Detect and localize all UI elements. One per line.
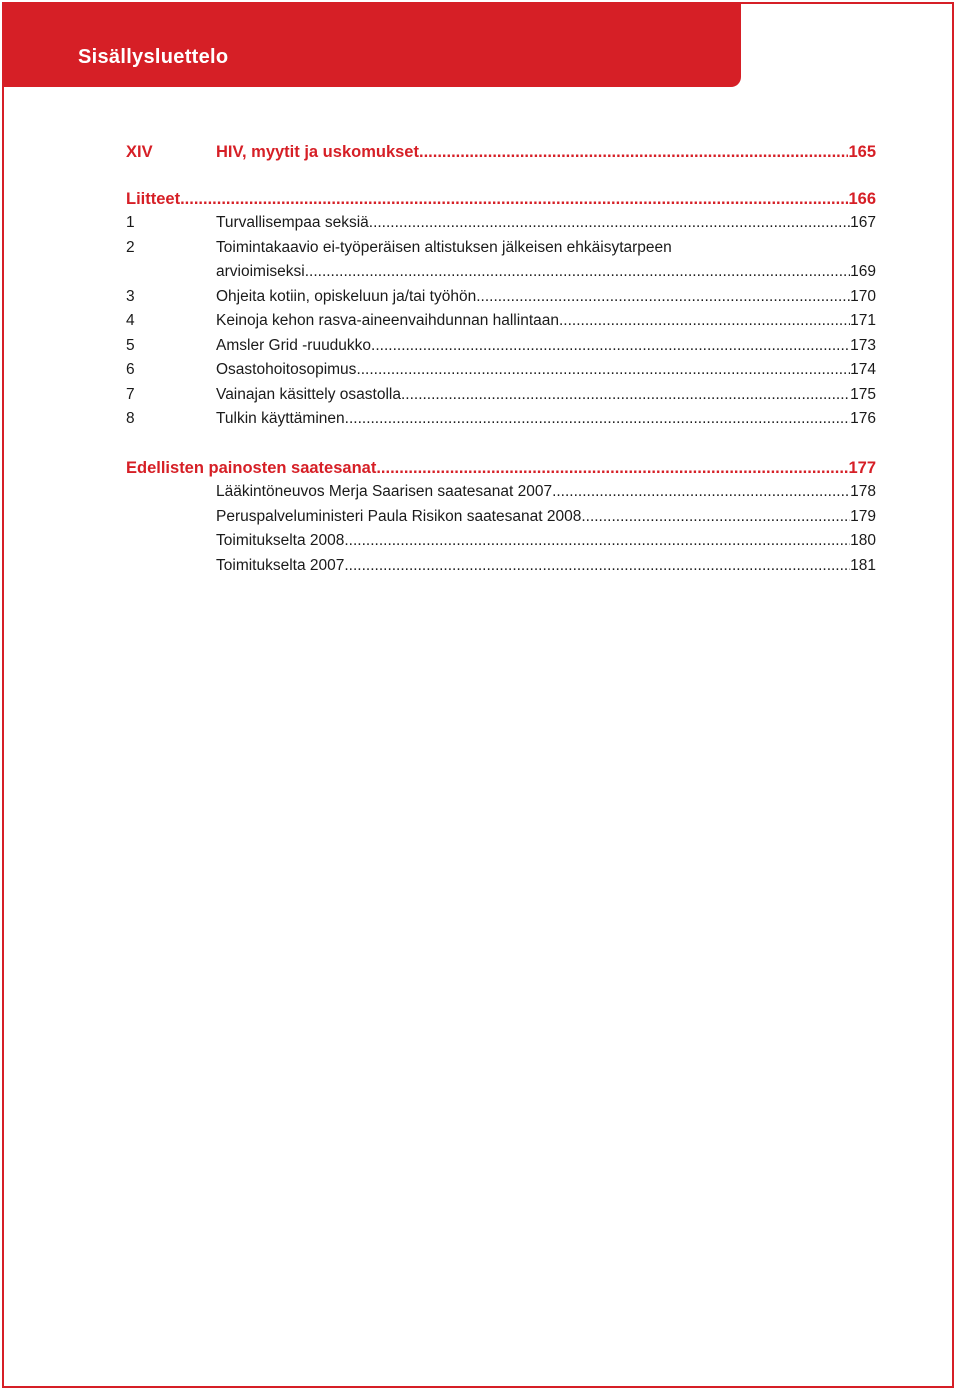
toc-number: XIV [126, 143, 153, 161]
toc-item-preface-1[interactable] [126, 480, 876, 505]
table-of-contents [126, 140, 876, 578]
toc-chapter-xiv[interactable] [126, 140, 876, 165]
toc-item-appendix-4[interactable] [126, 309, 876, 334]
dot-leader [345, 407, 850, 432]
toc-number: 4 [126, 312, 135, 329]
dot-leader [581, 505, 850, 530]
toc-page: 179 [850, 507, 876, 525]
toc-page: 178 [850, 483, 876, 500]
header-bar [2, 2, 741, 87]
header-bar-edge [741, 2, 954, 4]
toc-prefaces-heading[interactable] [126, 456, 876, 481]
toc-item-appendix-6[interactable] [126, 358, 876, 383]
toc-item-preface-4[interactable] [126, 554, 876, 579]
toc-page: 176 [850, 410, 876, 427]
dot-leader [419, 140, 848, 165]
dot-leader [180, 187, 848, 212]
toc-item-appendix-2[interactable] [126, 236, 876, 261]
toc-number: 1 [126, 214, 135, 231]
dot-leader [559, 309, 850, 334]
toc-number: 5 [126, 336, 135, 354]
toc-title: Toimintakaavio ei-työperäisen altistuksen jälkeisen ehkäisytarpeen [216, 238, 672, 256]
toc-number: 3 [126, 287, 135, 305]
toc-title: Tulkin käyttäminen [216, 410, 345, 427]
dot-leader [305, 260, 850, 285]
toc-page: 180 [850, 532, 876, 549]
toc-item-appendix-7[interactable] [126, 383, 876, 408]
toc-item-appendix-1[interactable] [126, 211, 876, 236]
toc-title: Keinoja kehon rasva-aineenvaihdunnan hallintaan [216, 312, 559, 329]
toc-page: 171 [850, 312, 876, 329]
toc-item-appendix-5[interactable] [126, 334, 876, 359]
toc-title: arvioimiseksi [216, 263, 305, 280]
toc-item-preface-2[interactable] [126, 505, 876, 530]
toc-number: 6 [126, 361, 135, 378]
toc-page: 174 [850, 361, 876, 378]
toc-page: 165 [848, 143, 876, 161]
toc-number: 8 [126, 410, 135, 427]
dot-leader [552, 480, 850, 505]
toc-title: Peruspalveluministeri Paula Risikon saatesanat 2008 [216, 507, 582, 525]
toc-appendices-heading[interactable] [126, 187, 876, 212]
toc-title: Turvallisempaa seksiä [216, 214, 369, 231]
toc-page: 167 [850, 214, 876, 231]
toc-page: 177 [848, 458, 876, 477]
toc-page: 173 [850, 336, 876, 354]
dot-leader [376, 456, 848, 481]
toc-title: Liitteet [126, 189, 181, 208]
toc-item-preface-3[interactable] [126, 529, 876, 554]
dot-leader [476, 285, 850, 310]
dot-leader [401, 383, 850, 408]
toc-item-appendix-3[interactable] [126, 285, 876, 310]
toc-page: 175 [850, 385, 876, 403]
dot-leader [369, 211, 850, 236]
dot-leader [356, 358, 850, 383]
dot-leader [344, 529, 850, 554]
page-title: Sisällysluettelo [78, 46, 229, 68]
toc-title: Osastohoitosopimus [216, 361, 357, 378]
toc-title: Toimitukselta 2008 [216, 532, 345, 549]
toc-title: Ohjeita kotiin, opiskeluun ja/tai työhön [216, 287, 477, 305]
toc-item-appendix-2-cont[interactable] [126, 260, 876, 285]
toc-title: HIV, myytit ja uskomukset [216, 143, 419, 161]
toc-page: 181 [850, 556, 876, 574]
dot-leader [371, 334, 850, 359]
toc-title: Amsler Grid -ruudukko [216, 336, 372, 354]
dot-leader [344, 554, 850, 579]
toc-title: Toimitukselta 2007 [216, 556, 345, 574]
toc-page: 169 [850, 263, 876, 280]
toc-item-appendix-8[interactable] [126, 407, 876, 432]
toc-page: 166 [848, 189, 876, 208]
toc-title: Lääkintöneuvos Merja Saarisen saatesanat 2007 [216, 483, 553, 500]
toc-number: 7 [126, 385, 135, 403]
toc-title: Edellisten painosten saatesanat [126, 458, 377, 477]
toc-page: 170 [850, 287, 876, 305]
toc-title: Vainajan käsittely osastolla [216, 385, 401, 403]
toc-number: 2 [126, 238, 135, 256]
